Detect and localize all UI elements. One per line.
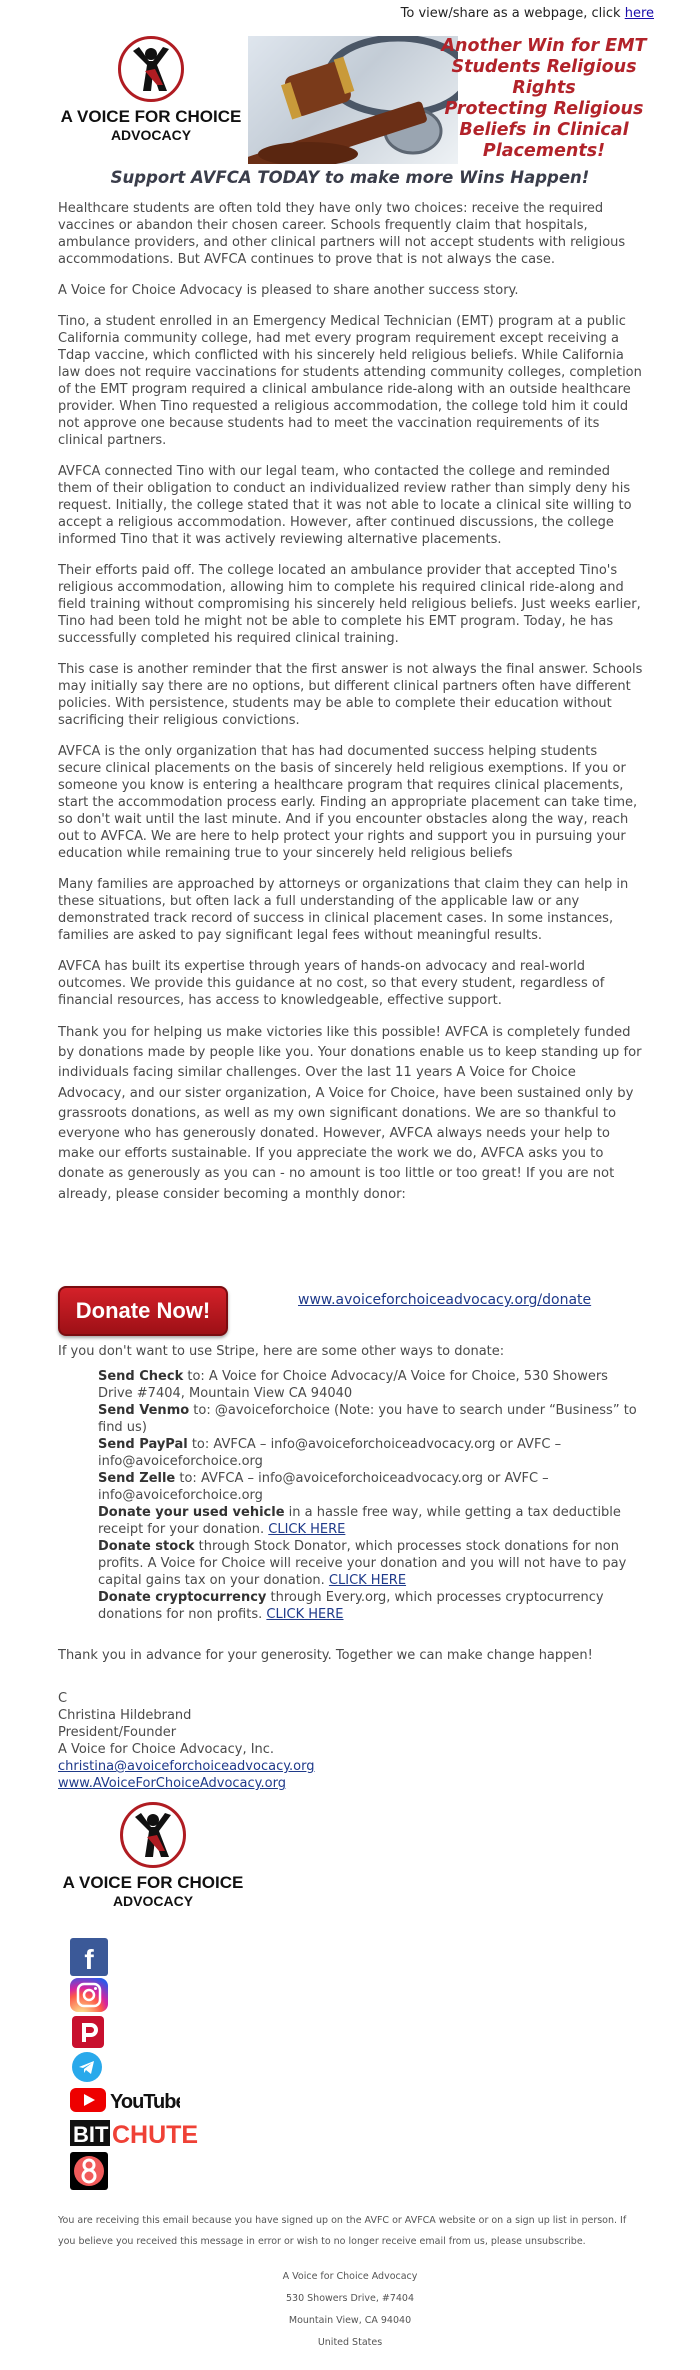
- body-paragraph: This case is another reminder that the first answer is not always the final answer. Schools may initially say there are no options, but different clinical partners often have different policies. With persistence, students may be able to complete their education without sacrificing their religious convictions.: [58, 662, 643, 728]
- vehicle-click-here-link[interactable]: CLICK HERE: [268, 1522, 346, 1537]
- avfca-footer-logo: [58, 1802, 248, 1932]
- logo-emblem: [118, 36, 184, 102]
- method-title: Send Venmo: [98, 1403, 190, 1418]
- method-text: to: AVFCA – info@avoiceforchoiceadvocacy.org or AVFC – info@avoiceforchoice.org: [98, 1471, 549, 1503]
- telegram-glyph-icon: [72, 2052, 102, 2082]
- bitchute-logo-icon: [70, 2118, 212, 2148]
- parler-glyph-icon: [72, 2016, 104, 2048]
- method-text: through Every.org, which processes cryptocurrency donations for non profits.: [98, 1590, 604, 1622]
- donation-methods-list: [98, 1368, 638, 1623]
- headline-line: Placements!: [482, 141, 606, 161]
- headline: [424, 36, 664, 162]
- postal-address: [0, 2266, 700, 2354]
- body-paragraph: A Voice for Choice Advocacy is pleased to share another success story.: [58, 283, 519, 298]
- email-header: [56, 36, 656, 164]
- logo-line-1: A VOICE FOR CHOICE: [62, 1873, 244, 1892]
- signer-org: A Voice for Choice Advocacy, Inc.: [58, 1742, 275, 1757]
- body-paragraph: AVFCA is the only organization that has had documented success helping students secure clinical placements on the basis of sincerely held religious exemptions. If you or someone you know is entering a healthcare program that requires clinical placements, start the accommodation process early. Finding an appropriate placement can take time, so don't wait until the last minute. And if you encounter obstacles along the way, reach out to AVFCA. We are here to help protect your rights and support you in pursuing your education while remaining true to your sincerely held religious beliefs: [58, 744, 638, 861]
- method-text: to: @avoiceforchoice (Note: you have to search under “Business” to find us): [98, 1403, 637, 1435]
- website-link[interactable]: www.AVoiceForChoiceAdvocacy.org: [58, 1776, 286, 1791]
- youtube-wordmark: YouTube: [110, 2091, 180, 2113]
- donate-row: [58, 1286, 658, 1342]
- body-paragraph: AVFCA connected Tino with our legal team, who contacted the college and reminded them of their obligation to conduct an individualized review rather than simply deny his request. Initially, the college stated that it was not able to locate a clinical site willing to accept a religious accommodation. However, after continued discussions, the college informed Tino that it was actively reviewing alternative placements.: [58, 464, 632, 547]
- address-line: Mountain View, CA 94040: [288, 2315, 412, 2326]
- bitchute-wordmark-b: CHUTE: [112, 2121, 199, 2148]
- body-paragraph: AVFCA has built its expertise through years of hands-on advocacy and real-world outcomes. We provide this guidance at no cost, so that every student, regardless of financial resources, has access to knowledgeable, effective support.: [58, 959, 605, 1008]
- body-paragraph: Many families are approached by attorneys or organizations that claim they can help in these situations, but often lack a full understanding of the applicable law or any demonstrated track record of success in clinical placement cases. In some instances, families are asked to pay significant legal fees without meaningful results.: [58, 877, 629, 943]
- method-title: Send PayPal: [98, 1437, 188, 1452]
- donation-appeal-paragraph: Thank you for helping us make victories like this possible! AVFCA is completely funded by donations made by people like you. Your donations enable us to keep standing up for individuals facing similar challenges. Over the last 11 years A Voice for Choice Advocacy, and our sister organization, A Voice for Choice, have been sustained only by grassroots donations, as well as my own significant donations. We are so thankful to everyone who has generously donated. However, AVFCA always needs your help to make our efforts sustainable. If you appreciate the work we do, AVFCA asks you to donate as generously as you can - no amount is too little or too great! If you are not already, please consider becoming a monthly donor:: [58, 1025, 642, 1202]
- address-line: United States: [317, 2337, 383, 2348]
- method-title: Send Check: [98, 1369, 184, 1384]
- signer-role: President/Founder: [58, 1725, 177, 1740]
- stock-click-here-link[interactable]: CLICK HERE: [328, 1573, 407, 1588]
- method-text: to: A Voice for Choice Advocacy/A Voice for Choice, 530 Showers Drive #7404, Mountain View CA 94040: [98, 1369, 608, 1401]
- youtube-logo-icon: [70, 2086, 180, 2114]
- donation-method-stock: [98, 1538, 638, 1589]
- address-line: A Voice for Choice Advocacy: [282, 2271, 418, 2282]
- telegram-icon[interactable]: [72, 2052, 102, 2082]
- facebook-glyph: f: [84, 1944, 94, 1975]
- donation-method-paypal: [98, 1436, 638, 1470]
- view-as-webpage-link[interactable]: here: [624, 6, 654, 21]
- headline-line: Beliefs in Clinical: [459, 120, 629, 140]
- other-ways-intro: If you don't want to use Stripe, here are some other ways to donate:: [58, 1344, 505, 1359]
- logo-line-2: ADVOCACY: [112, 1893, 194, 1909]
- parler-icon[interactable]: [72, 2016, 104, 2048]
- logo-wordmark: [58, 1874, 248, 1910]
- body-paragraph: Tino, a student enrolled in an Emergency Medical Technician (EMT) program at a public California community college, had met every program requirement except receiving a Tdap vaccine, which conflicted with his sincerely held religious beliefs. While California law does not require vaccinations for students attending community colleges, completion of the EMT program required a clinical ambulance ride-along with an outside healthcare provider. When Tino requested a religious accommodation, the college told him it could not approve one because students had to meet the vaccination requirements of its clinical partners.: [58, 314, 642, 448]
- logo-emblem: [120, 1802, 186, 1868]
- bitchute-icon[interactable]: [70, 2118, 212, 2148]
- logo-wordmark: [56, 108, 246, 144]
- donate-url-link[interactable]: www.avoiceforchoiceadvocacy.org/donate: [298, 1292, 592, 1308]
- method-text: in a hassle free way, while getting a tax deductible receipt for your donation.: [98, 1505, 621, 1537]
- signer-email-link[interactable]: christina@avoiceforchoiceadvocacy.org: [58, 1759, 315, 1774]
- gab-icon[interactable]: [70, 2152, 108, 2190]
- signer-name: Christina Hildebrand: [58, 1708, 192, 1723]
- donation-method-crypto: [98, 1589, 638, 1623]
- body-paragraph: Healthcare students are often told they have only two choices: receive the required vaccines or abandon their chosen career. Schools frequently claim that hospitals, ambulance providers, and other clinical partners will not accept students with religious accommodations. But AVFCA continues to prove that is not always the case.: [58, 201, 626, 267]
- raised-arms-figure-icon: [129, 45, 173, 95]
- donation-method-check: [98, 1368, 638, 1402]
- support-tagline: Support AVFCA TODAY to make more Wins Happen!: [110, 168, 590, 187]
- donation-method-zelle: [98, 1470, 638, 1504]
- instagram-icon[interactable]: [70, 1978, 108, 2012]
- logo-line-2: ADVOCACY: [110, 127, 192, 143]
- method-text: to: AVFCA – info@avoiceforchoiceadvocacy.org or AVFC – info@avoiceforchoice.org: [98, 1437, 562, 1469]
- headline-line: Rights: [512, 78, 576, 98]
- body-paragraph: Their efforts paid off. The college located an ambulance provider that accepted Tino's religious accommodation, allowing him to complete his required clinical ride-along and field training without compromising his sincerely held religious beliefs. Just weeks earlier, Tino had been told he might not be able to complete his EMT program. Today, he has successfully completed his required clinical training.: [58, 563, 641, 646]
- facebook-icon[interactable]: [70, 1938, 108, 1976]
- donation-method-vehicle: [98, 1504, 638, 1538]
- signature-block: [58, 1690, 315, 1792]
- crypto-click-here-link[interactable]: CLICK HERE: [266, 1607, 344, 1622]
- avfca-logo: [56, 36, 246, 161]
- unsubscribe-notice: You are receiving this email because you have signed up on the AVFC or AVFCA website or on a sign up list in person. If you believe you received this message in error or wish to no longer receive email from us, please unsubscribe.: [58, 2215, 627, 2247]
- instagram-glyph-icon: [70, 1978, 108, 2012]
- signature-initial: C: [58, 1691, 68, 1706]
- headline-line: Students Religious: [451, 57, 637, 77]
- method-title: Donate your used vehicle: [98, 1505, 285, 1520]
- method-text: through Stock Donator, which processes stock donations for non profits. A Voice for Choice will receive your donation and you will not have to pay capital gains tax on your donation.: [98, 1539, 627, 1588]
- address-line: 530 Showers Drive, #7404: [285, 2293, 414, 2304]
- method-title: Donate cryptocurrency: [98, 1590, 267, 1605]
- view-as-webpage-bar: [401, 6, 654, 21]
- bitchute-wordmark-a: BIT: [73, 2122, 109, 2147]
- view-as-webpage-text: To view/share as a webpage, click: [400, 6, 625, 21]
- youtube-icon[interactable]: [70, 2086, 180, 2114]
- donation-method-venmo: [98, 1402, 638, 1436]
- gab-glyph-icon: [70, 2152, 108, 2190]
- closing-thanks: Thank you in advance for your generosity. Together we can make change happen!: [58, 1648, 593, 1663]
- email-body: [58, 200, 644, 1219]
- donate-now-button[interactable]: Donate Now!: [58, 1286, 228, 1336]
- logo-line-1: A VOICE FOR CHOICE: [60, 107, 242, 126]
- headline-line: Another Win for EMT: [441, 36, 647, 56]
- raised-arms-figure-icon: [131, 1811, 175, 1861]
- method-title: Send Zelle: [98, 1471, 176, 1486]
- headline-line: Protecting Religious: [444, 99, 644, 119]
- method-title: Donate stock: [98, 1539, 195, 1554]
